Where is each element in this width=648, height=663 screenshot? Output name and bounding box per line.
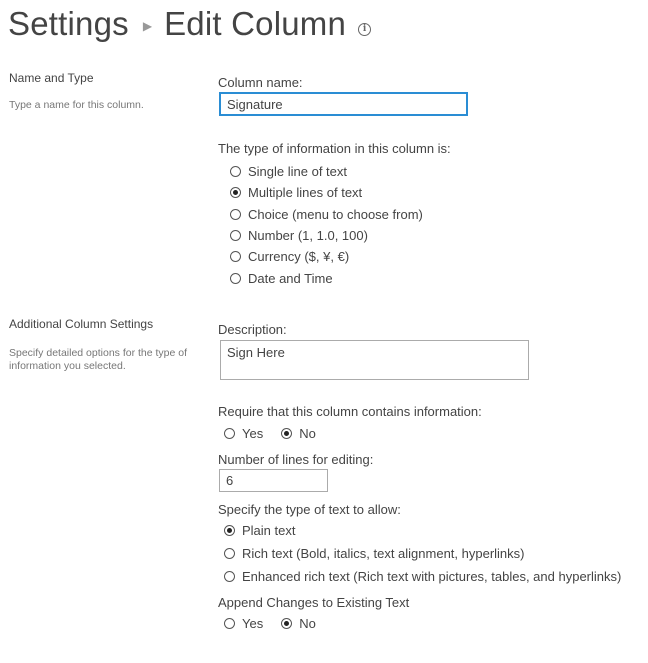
lines-input[interactable] [219,469,328,492]
option-label: Yes [242,426,264,441]
chevron-right-icon: ▶ [142,19,153,33]
breadcrumb-settings-link[interactable]: Settings [8,5,129,42]
radio-button[interactable] [224,618,235,629]
require-yes-option[interactable] [224,426,263,441]
radio-button[interactable] [230,273,241,284]
require-no-option[interactable] [281,426,316,441]
type-option-label: Currency ($, ¥, €) [248,249,350,264]
require-label: Require that this column contains information: [218,404,482,419]
type-option-label: Single line of text [248,164,348,179]
append-label: Append Changes to Existing Text [218,595,410,610]
type-option-choice[interactable] [230,207,423,222]
type-option-label: Number (1, 1.0, 100) [248,228,368,243]
radio-button[interactable] [224,571,235,582]
radio-button[interactable] [224,548,235,559]
option-label: No [299,616,316,631]
description-textarea[interactable] [220,340,529,380]
text-type-option-label: Plain text [242,523,296,538]
section-heading-additional: Additional Column Settings [9,317,154,331]
text-type-option-label: Enhanced rich text (Rich text with pictures, tables, and hyperlinks) [242,569,622,584]
type-option-label: Multiple lines of text [248,185,363,200]
type-option-label: Choice (menu to choose from) [248,207,423,222]
section-description-name-type: Type a name for this column. [9,99,144,111]
section-description-additional: Specify detailed options for the type of information you selected. [9,347,188,372]
column-name-label: Column name: [218,75,303,90]
info-icon[interactable]: i [358,23,371,36]
radio-button-checked[interactable] [230,187,241,198]
option-label: No [299,426,316,441]
breadcrumb-current: Edit Column [164,5,347,42]
option-label: Yes [242,616,264,631]
type-label: The type of information in this column is: [218,141,451,156]
description-label: Description: [218,322,287,337]
text-type-label: Specify the type of text to allow: [218,502,401,517]
append-options [224,616,334,631]
section-heading-name-type: Name and Type [9,71,94,85]
radio-button[interactable] [230,230,241,241]
radio-button-checked[interactable] [281,618,292,629]
type-option-single-line[interactable] [230,164,347,179]
column-name-input[interactable] [220,93,467,115]
require-options [224,426,334,441]
type-option-number[interactable] [230,228,368,243]
radio-button[interactable] [224,428,235,439]
radio-button[interactable] [230,251,241,262]
type-option-currency[interactable] [230,249,349,264]
radio-button-checked[interactable] [281,428,292,439]
radio-button-checked[interactable] [224,525,235,536]
text-type-enhanced[interactable] [224,569,621,584]
type-option-date-time[interactable] [230,271,333,286]
append-no-option[interactable] [281,616,316,631]
append-yes-option[interactable] [224,616,263,631]
radio-button[interactable] [230,166,241,177]
type-option-multiple-lines[interactable] [230,185,362,200]
radio-button[interactable] [230,209,241,220]
text-type-rich[interactable] [224,546,525,561]
page-title [8,2,371,46]
text-type-plain[interactable] [224,523,295,538]
lines-label: Number of lines for editing: [218,452,374,467]
text-type-option-label: Rich text (Bold, italics, text alignment, hyperlinks) [242,546,525,561]
type-option-label: Date and Time [248,271,333,286]
